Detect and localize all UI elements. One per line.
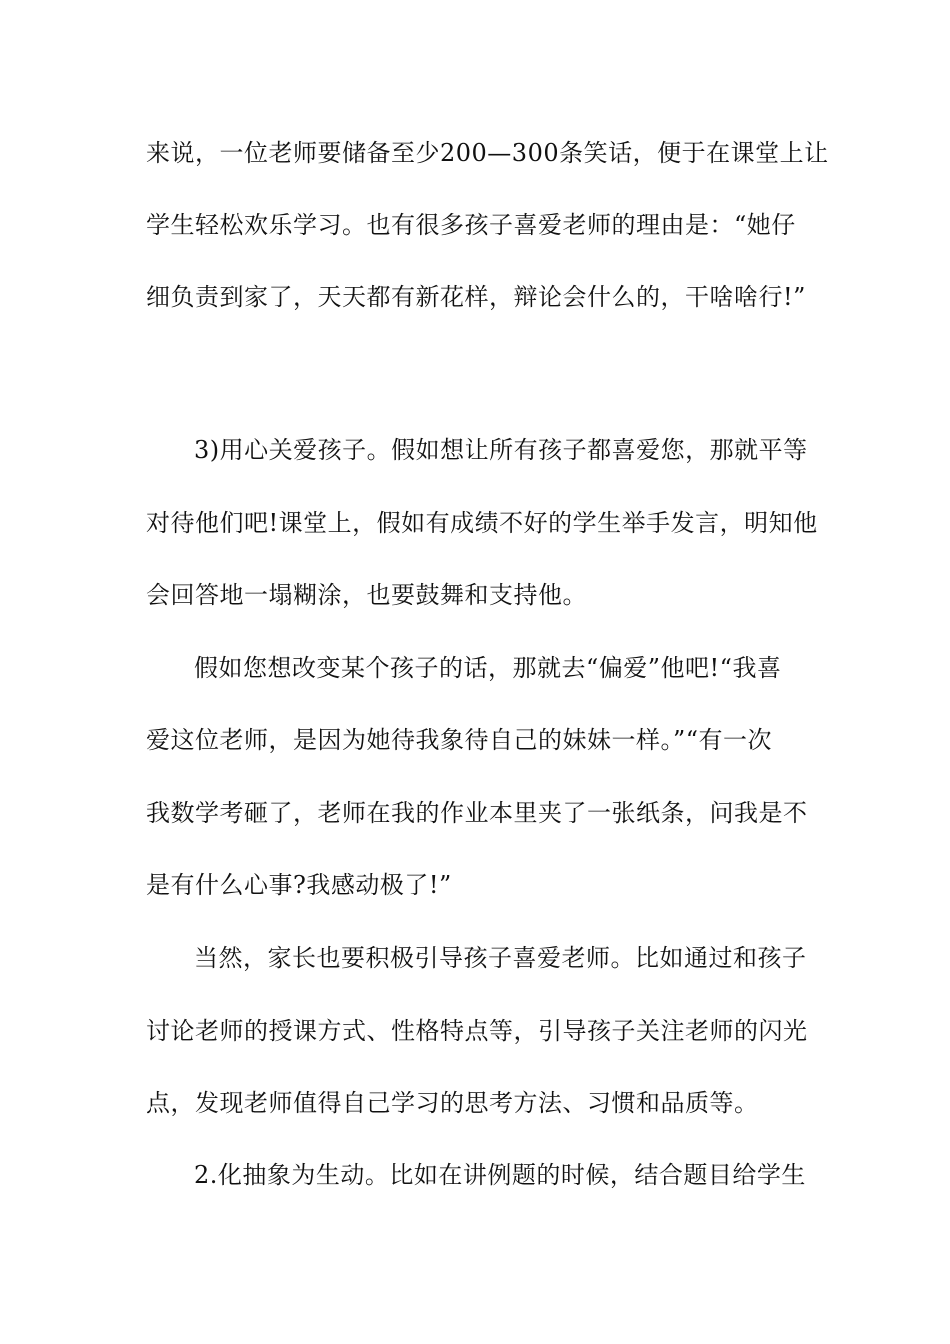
text-line: 细负责到家了，天天都有新花样，辩论会什么的，干啥啥行!” [146,283,806,311]
text-line: 讨论老师的授课方式、性格特点等，引导孩子关注老师的闪光 [146,1017,808,1045]
text-line: 点，发现老师值得自己学习的思考方法、习惯和品质等。 [146,1089,759,1117]
text-line: 对待他们吧!课堂上，假如有成绩不好的学生举手发言，明知他 [146,509,818,537]
text-line: 学生轻松欢乐学习。也有很多孩子喜爱老师的理由是：“她仔 [146,211,796,239]
paragraph-start-line: 当然，家长也要积极引导孩子喜爱老师。比如通过和孩子 [194,944,807,972]
text-line: 我数学考砸了，老师在我的作业本里夹了一张纸条，问我是不 [146,799,808,827]
text-line: 是有什么心事?我感动极了!” [146,871,452,899]
paragraph-start-line: 2.化抽象为生动。比如在讲例题的时候，结合题目给学生 [194,1161,806,1189]
text-line: 来说，一位老师要储备至少200—300条笑话，便于在课堂上让 [146,139,829,167]
paragraph-start-line: 3)用心关爱孩子。假如想让所有孩子都喜爱您，那就平等 [194,436,808,464]
text-line: 会回答地一塌糊涂，也要鼓舞和支持他。 [146,581,587,609]
text-line: 爱这位老师，是因为她待我象待自己的妹妹一样。”“有一次 [146,726,773,754]
paragraph-start-line: 假如您想改变某个孩子的话，那就去“偏爱”他吧!“我喜 [194,654,782,682]
